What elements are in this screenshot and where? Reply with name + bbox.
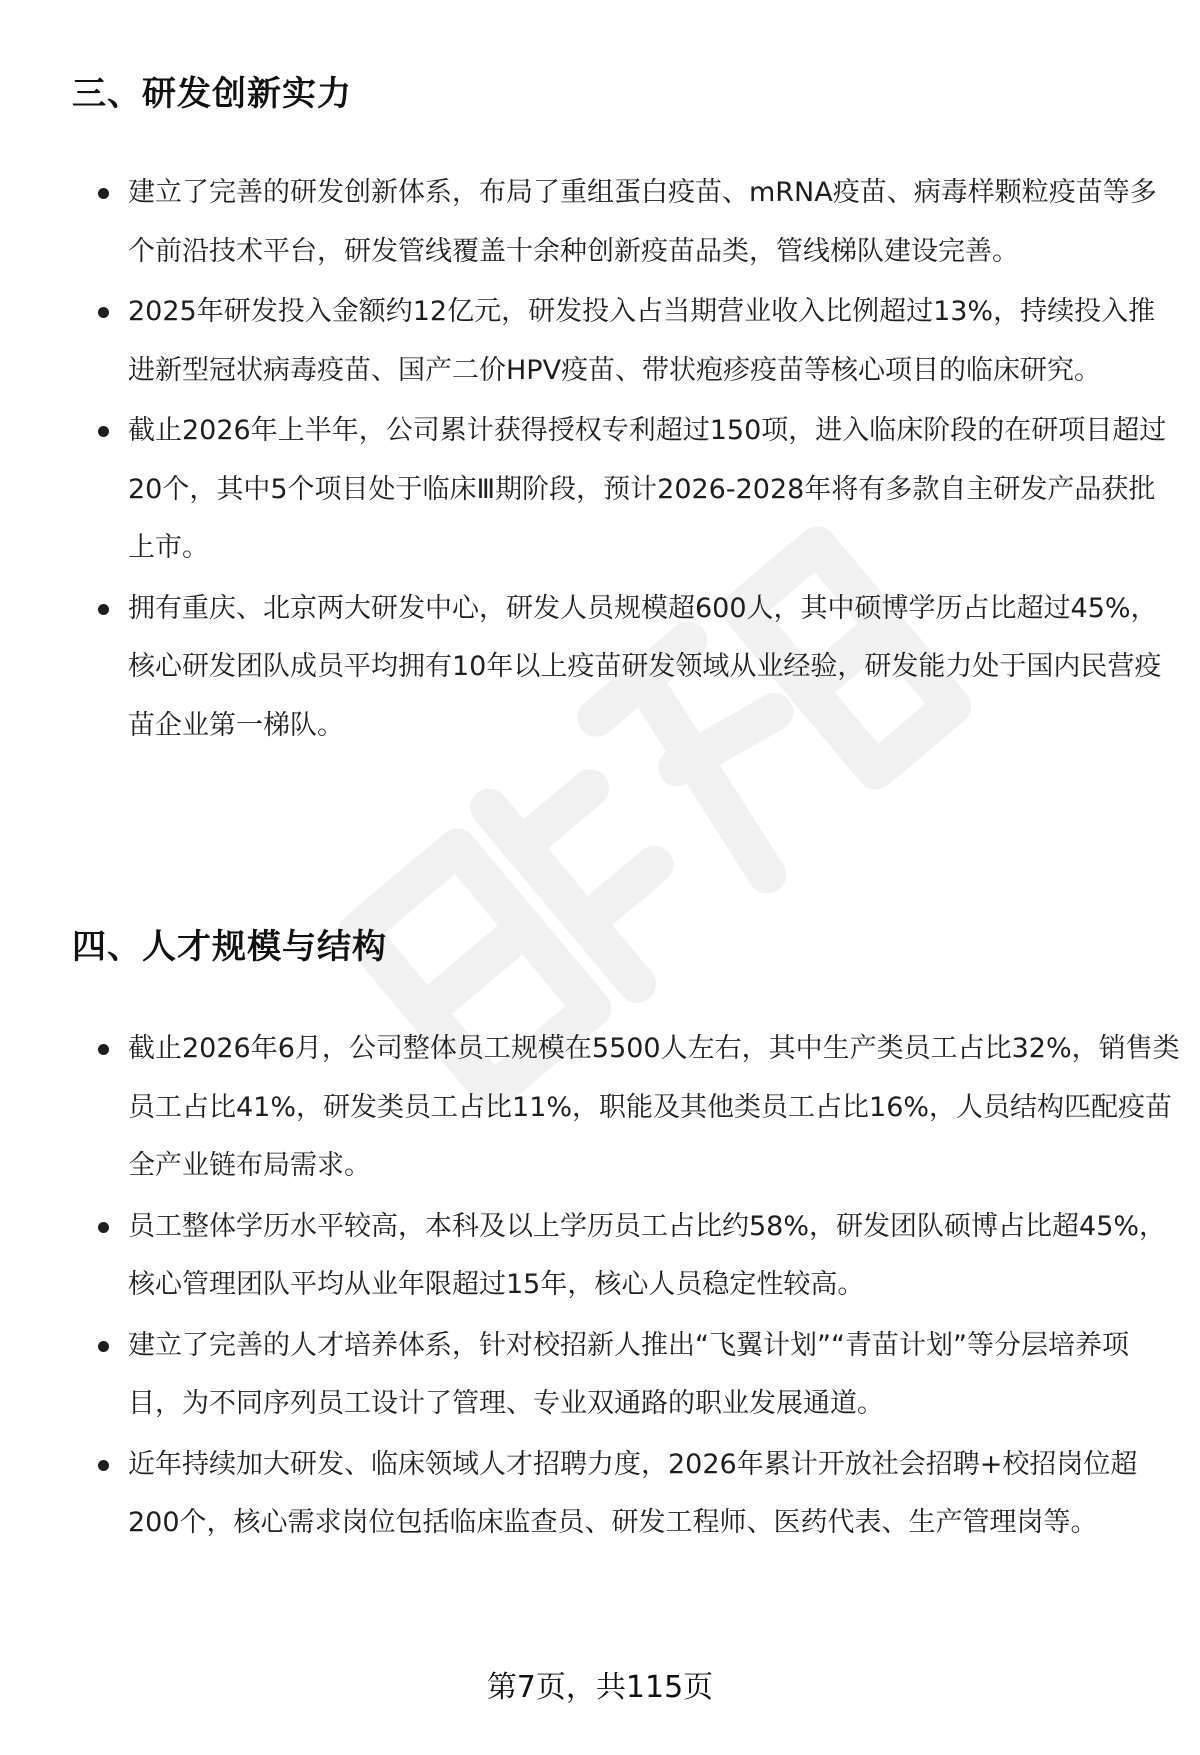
- list-item-text: 截止2026年6月，公司整体员工规模在5500人左右，其中生产类员工占比32%，销售类员工占比41%，研发类员工占比11%，职能及其他类员工占比16%，人员结构匹配疫苗全产业链布局需求。: [128, 1033, 1180, 1181]
- list-item: [72, 1020, 1180, 1196]
- list-item: [72, 164, 1180, 281]
- list-item: [72, 283, 1180, 400]
- list-item: [72, 402, 1180, 578]
- bullet-dot-icon: [98, 188, 109, 199]
- bullet-dot-icon: [98, 1341, 109, 1352]
- bullet-dot-icon: [98, 1222, 109, 1233]
- list-item-text: 员工整体学历水平较高，本科及以上学历员工占比约58%，研发团队硕博占比超45%，核心管理团队平均从业年限超过15年，核心人员稳定性较高。: [128, 1210, 1167, 1300]
- bullet-list: [72, 164, 1180, 757]
- bullet-dot-icon: [98, 604, 109, 615]
- page-number: 第7页，共115页: [486, 1670, 714, 1705]
- list-item-text: 拥有重庆、北京两大研发中心，研发人员规模超600人，其中硕博学历占比超过45%，核心研发团队成员平均拥有10年以上疫苗研发领域从业经验，研发能力处于国内民营疫苗企业第一梯队。: [128, 592, 1162, 741]
- list-item: [72, 580, 1180, 756]
- list-item-text: 2025年研发投入金额约12亿元，研发投入占当期营业收入比例超过13%，持续投入推进新型冠状病毒疫苗、国产二价HPV疫苗、带状疱疹疫苗等核心项目的临床研究。: [128, 296, 1156, 386]
- bullet-list: [72, 1020, 1180, 1555]
- list-item-text: 截止2026年上半年，公司累计获得授权专利超过150项，进入临床阶段的在研项目超过20个，其中5个项目处于临床Ⅲ期阶段，预计2026-2028年将有多款自主研发产品获批上市。: [128, 415, 1167, 563]
- section-title: 四、人才规模与结构: [72, 927, 387, 967]
- list-item: [72, 1317, 1180, 1434]
- list-item-text: 建立了完善的人才培养体系，针对校招新人推出“飞翼计划”“青苗计划”等分层培养项目，为不同序列员工设计了管理、专业双通路的职业发展通道。: [128, 1329, 1129, 1419]
- section-rnd: [72, 72, 1167, 741]
- section-title: 三、研发创新实力: [72, 74, 352, 114]
- section-talent: [72, 925, 1180, 1538]
- list-item-text: 近年持续加大研发、临床领域人才招聘力度，2026年累计开放社会招聘+校招岗位超200个，核心需求岗位包括临床监查员、研发工程师、医药代表、生产管理岗等。: [128, 1448, 1138, 1538]
- list-item: [72, 1436, 1180, 1553]
- bullet-dot-icon: [98, 1460, 109, 1471]
- bullet-dot-icon: [98, 426, 109, 437]
- list-item: [72, 1198, 1180, 1315]
- bullet-dot-icon: [98, 1044, 109, 1055]
- bullet-dot-icon: [98, 307, 109, 318]
- list-item-text: 建立了完善的研发创新体系，布局了重组蛋白疫苗、mRNA疫苗、病毒样颗粒疫苗等多个前沿技术平台，研发管线覆盖十余种创新疫苗品类，管线梯队建设完善。: [128, 177, 1157, 267]
